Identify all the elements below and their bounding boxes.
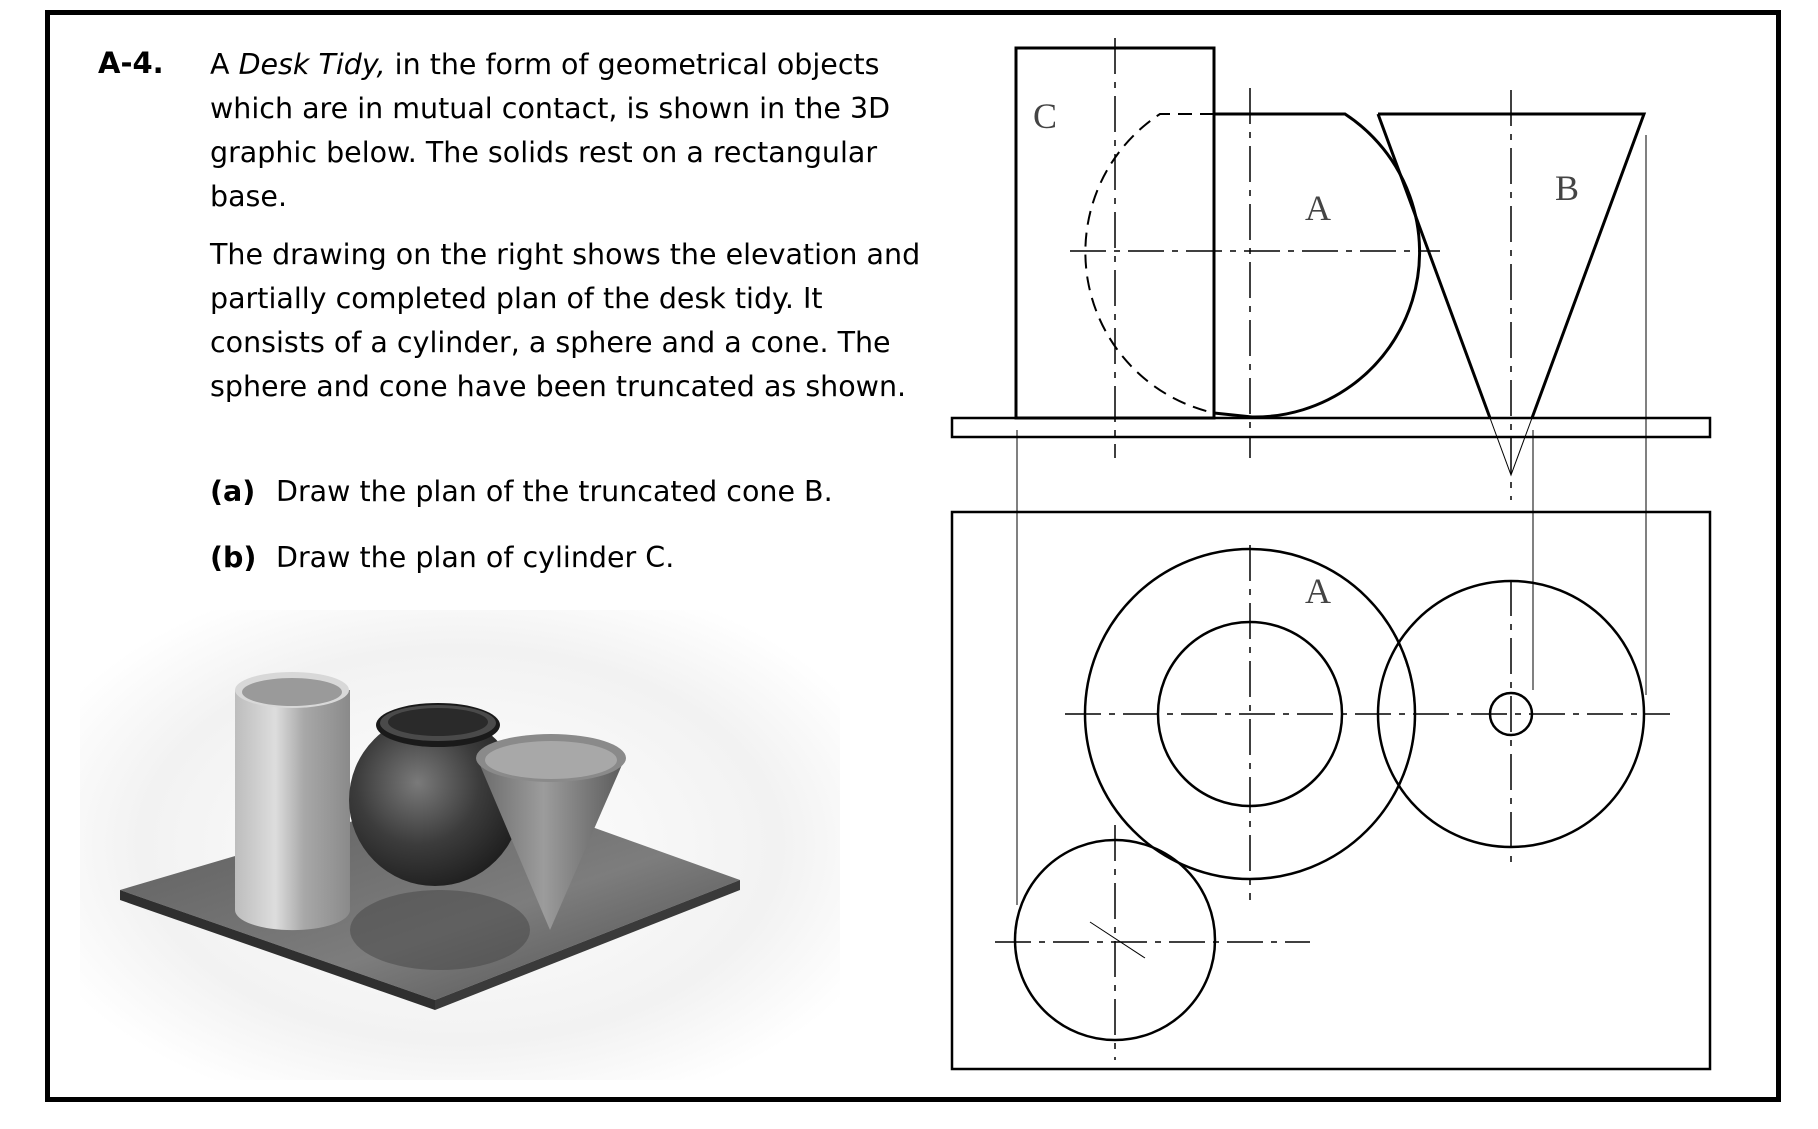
intro-rest: in the form of geometrical objects which are in mutual contact, is shown in the 3D graphic below. The solids rest on a rectangular base. — [210, 48, 891, 213]
part-b-label: (b) — [210, 541, 257, 574]
plan-base-outline — [952, 512, 1710, 1069]
intro-title: Desk Tidy, — [238, 48, 386, 81]
desk-tidy-3d-graphic — [80, 610, 840, 1080]
label-cone-b: B — [1555, 168, 1580, 208]
label-cylinder-c: C — [1033, 96, 1058, 136]
part-b — [210, 541, 674, 574]
question-intro — [210, 43, 930, 219]
label-sphere-a-elevation: A — [1305, 188, 1331, 228]
cylinder-c-render — [235, 672, 350, 930]
elevation-sphere-hidden — [1085, 114, 1214, 413]
elevation-base-plate — [952, 418, 1710, 437]
part-b-text: Draw the plan of cylinder C. — [276, 541, 675, 574]
part-a-text: Draw the plan of the truncated cone B. — [276, 475, 833, 508]
question-description: The drawing on the right shows the elevation and partially completed plan of the desk tidy. It consists of a cylinder, a sphere and a cone. The sphere and cone have been truncated as shown. — [210, 238, 921, 403]
orthographic-drawing — [940, 30, 1740, 1090]
elevation-view — [952, 38, 1710, 905]
question-number: A-4. — [98, 46, 164, 80]
label-sphere-a-plan: A — [1305, 571, 1331, 611]
part-a — [210, 475, 833, 508]
part-a-label: (a) — [210, 475, 256, 508]
plan-view — [952, 512, 1710, 1069]
intro-prefix: A — [210, 48, 239, 81]
elevation-sphere-a — [1214, 114, 1420, 417]
